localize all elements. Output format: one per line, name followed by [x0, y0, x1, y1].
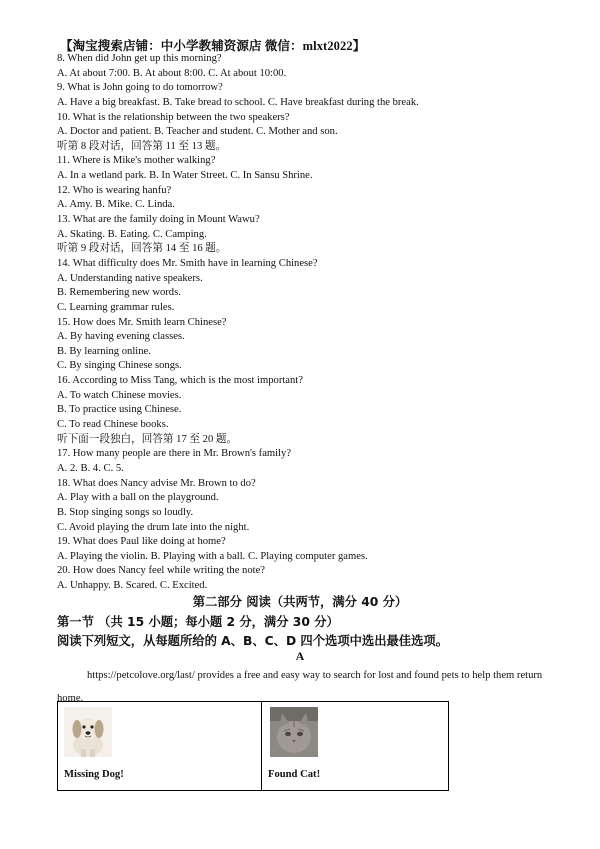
- question-line: C. To read Chinese books.: [57, 419, 169, 431]
- question-line: 10. What is the relationship between the two speakers?: [57, 111, 290, 123]
- question-line: 15. How does Mr. Smith learn Chinese?: [57, 316, 227, 328]
- dog-photo-icon: [64, 707, 112, 757]
- question-line: A. 2. B. 4. C. 5.: [57, 462, 124, 474]
- question-line: A. At about 7:00. B. At about 8:00. C. At about 10:00.: [57, 67, 287, 79]
- pet-label: Missing Dog!: [64, 769, 124, 780]
- question-line: A. Play with a ball on the playground.: [57, 492, 219, 504]
- question-line: A. Understanding native speakers.: [57, 272, 203, 284]
- section-instruction: 听下面一段独白，回答第 17 至 20 题。: [57, 433, 238, 445]
- pet-cell-dog: [58, 702, 261, 790]
- section-title: 第一节 （共 15 小题；每小题 2 分，满分 30 分）: [57, 615, 339, 629]
- question-line: C. By singing Chinese songs.: [57, 360, 182, 372]
- question-line: B. Remembering new words.: [57, 287, 181, 299]
- question-line: B. By learning online.: [57, 345, 151, 357]
- question-line: 19. What does Paul like doing at home?: [57, 536, 226, 548]
- part-title: 第二部分 阅读（共两节，满分 40 分）: [192, 595, 408, 609]
- question-line: A. Have a big breakfast. B. Take bread to school. C. Have breakfast during the break.: [57, 96, 419, 108]
- question-line: 8. When did John get up this morning?: [57, 53, 222, 64]
- question-line: A. Playing the violin. B. Playing with a ball. C. Playing computer games.: [57, 550, 368, 562]
- reading-instruction: 阅读下列短文，从每题所给的 A、B、C、D 四个选项中选出最佳选项。: [57, 634, 448, 648]
- question-line: 18. What does Nancy advise Mr. Brown to do?: [57, 477, 256, 489]
- pet-label: Found Cat!: [268, 769, 321, 780]
- cat-photo-icon: [270, 707, 318, 757]
- question-line: 16. According to Miss Tang, which is the most important?: [57, 375, 303, 387]
- listening-questions: [57, 52, 557, 594]
- pet-cell-cat: [261, 702, 448, 790]
- passage-letter: A: [295, 649, 305, 663]
- page-header: 【淘宝搜索店铺：中小学教辅资源店 微信：mlxt2022】: [60, 39, 366, 53]
- question-line: A. In a wetland park. B. In Water Street. C. In Sansu Shrine.: [57, 170, 313, 182]
- question-line: 13. What are the family doing in Mount Wawu?: [57, 214, 260, 226]
- question-line: A. Unhappy. B. Scared. C. Excited.: [57, 580, 208, 592]
- section-instruction: 听第 8 段对话，回答第 11 至 13 题。: [57, 140, 227, 152]
- pet-table: [57, 701, 449, 791]
- question-line: C. Learning grammar rules.: [57, 301, 175, 313]
- question-line: A. To watch Chinese movies.: [57, 389, 182, 401]
- question-line: A. Skating. B. Eating. C. Camping.: [57, 228, 207, 240]
- question-line: 11. Where is Mike's mother walking?: [57, 155, 216, 167]
- question-line: C. Avoid playing the drum late into the night.: [57, 521, 250, 533]
- section-instruction: 听第 9 段对话，回答第 14 至 16 题。: [57, 243, 227, 255]
- question-line: B. To practice using Chinese.: [57, 404, 182, 416]
- question-line: A. Doctor and patient. B. Teacher and student. C. Mother and son.: [57, 126, 338, 138]
- question-line: 20. How does Nancy feel while writing the note?: [57, 565, 265, 577]
- question-line: 9. What is John going to do tomorrow?: [57, 82, 223, 94]
- question-line: 17. How many people are there in Mr. Brown's family?: [57, 448, 292, 460]
- question-line: 12. Who is wearing hanfu?: [57, 184, 172, 196]
- question-line: B. Stop singing songs so loudly.: [57, 506, 194, 518]
- question-line: A. By having evening classes.: [57, 331, 185, 343]
- passage-intro: https://petcolove.org/last/ provides a free and easy way to search for lost and found pets to help them return home.: [57, 670, 543, 704]
- question-line: A. Amy. B. Mike. C. Linda.: [57, 199, 175, 211]
- question-line: 14. What difficulty does Mr. Smith have in learning Chinese?: [57, 257, 318, 269]
